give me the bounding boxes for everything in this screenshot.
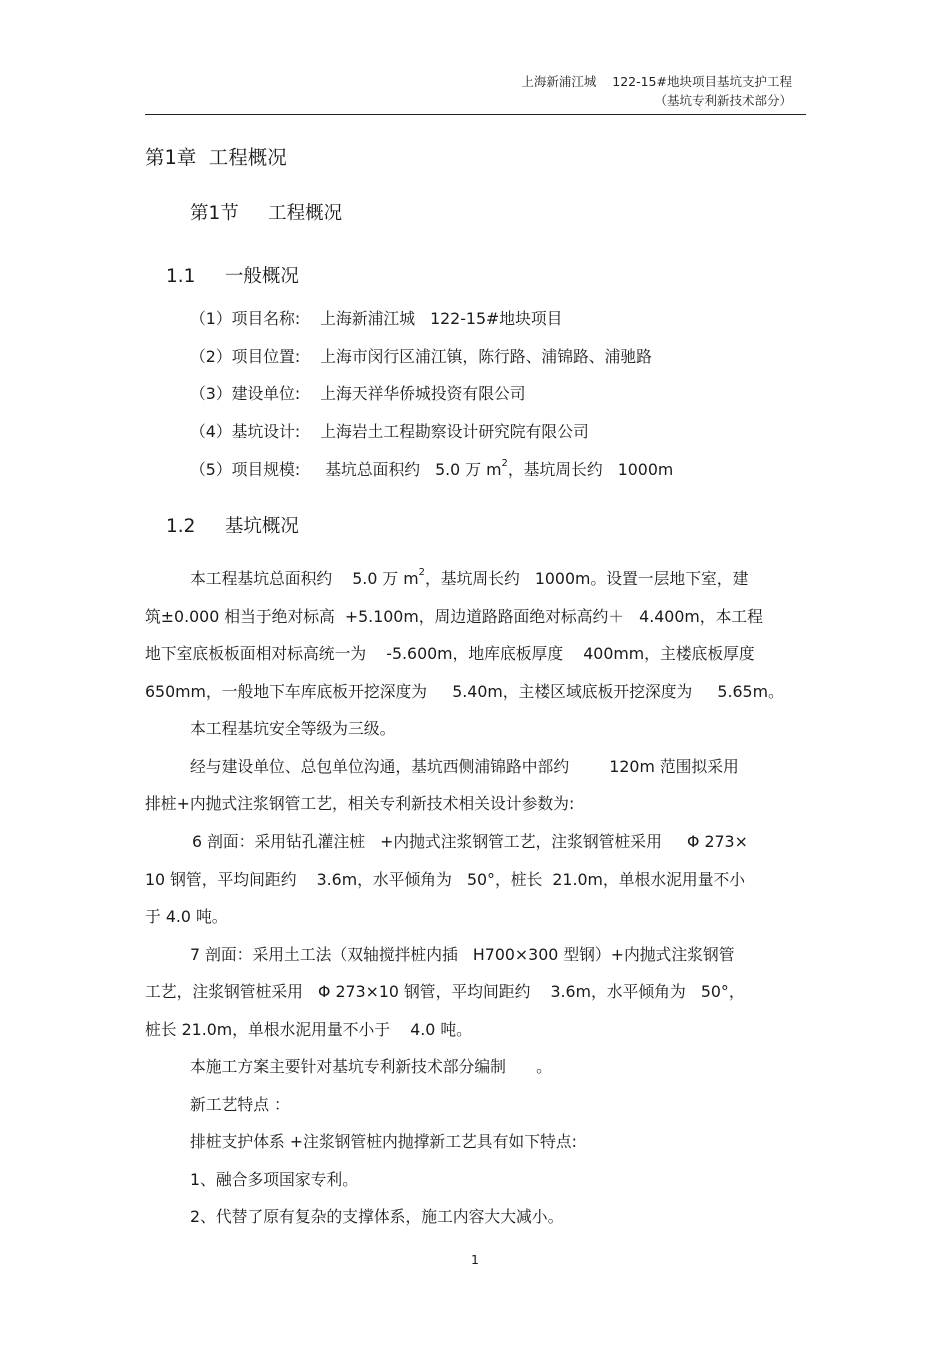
item5-prefix: （5）项目规模: 基坑总面积约 5.0 万 m — [190, 460, 502, 479]
paragraph-line: 本施工方案主要针对基坑专利新技术部分编制 。 — [190, 1057, 552, 1076]
paragraph-line: 650mm，一般地下车库底板开挖深度为 5.40m，主楼区域底板开挖深度为 5.65m。 — [145, 682, 784, 701]
item5-suffix: ，基坑周长约 1000m — [507, 460, 674, 479]
paragraph-line: 地下室底板板面相对标高统一为 -5.600m，地库底板厚度 400mm，主楼底板厚度 — [145, 644, 755, 663]
paragraph-line: 新工艺特点 ： — [190, 1095, 290, 1114]
superscript: 2 — [501, 457, 508, 469]
superscript: 2 — [418, 566, 425, 578]
list-item: （1）项目名称: 上海新浦江城 122-15#地块项目 — [190, 309, 563, 328]
subsection-title-1-2: 1.2 基坑概况 — [166, 516, 299, 537]
paragraph-line: 于 4.0 吨。 — [145, 907, 228, 926]
page-number: 1 — [471, 1252, 479, 1267]
paragraph-line: 排桩支护体系 +注浆钢管桩内抛撑新工艺具有如下特点: — [190, 1132, 577, 1151]
paragraph-line: 桩长 21.0m，单根水泥用量不小于 4.0 吨。 — [145, 1020, 472, 1039]
paragraph-line: 排桩+内抛式注浆钢管工艺，相关专利新技术相关设计参数为: — [145, 794, 575, 813]
paragraph-line: 工艺，注浆钢管桩采用 Φ 273×10 钢管，平均间距约 3.6m，水平倾角为 50°， — [145, 982, 745, 1001]
paragraph-line: 经与建设单位、总包单位沟通，基坑西侧浦锦路中部约 120m 范围拟采用 — [190, 757, 739, 776]
para1-l1-prefix: 本工程基坑总面积约 5.0 万 m — [190, 569, 419, 588]
header-rule — [145, 114, 806, 115]
list-item: 2、代替了原有复杂的支撑体系，施工内容大大减小。 — [190, 1207, 564, 1226]
list-item — [190, 457, 673, 480]
para1-l1-suffix: ，基坑周长约 1000m。设置一层地下室，建 — [424, 569, 749, 588]
section-title: 第1节 工程概况 — [190, 203, 343, 224]
paragraph-line: 6 剖面：采用钻孔灌注桩 +内抛式注浆钢管工艺，注浆钢管桩采用 Φ 273× — [192, 832, 748, 851]
paragraph-line: 10 钢管，平均间距约 3.6m，水平倾角为 50°，桩长 21.0m，单根水泥用量不小 — [145, 870, 746, 889]
paragraph-line: 7 剖面：采用土工法（双轴搅拌桩内插 H700×300 型钢）+内抛式注浆钢管 — [190, 945, 735, 964]
paragraph-line — [190, 566, 748, 589]
paragraph-line: 筑±0.000 相当于绝对标高 +5.100m，周边道路路面绝对标高约＋ 4.400m，本工程 — [145, 607, 763, 626]
running-header-subtitle: （基坑专利新技术部分） — [654, 93, 792, 108]
list-item: （2）项目位置: 上海市闵行区浦江镇，陈行路、浦锦路、浦驰路 — [190, 347, 652, 366]
running-header-title: 上海新浦江城 122-15#地块项目基坑支护工程 — [521, 74, 792, 89]
chapter-title: 第1章 工程概况 — [145, 146, 287, 169]
paragraph-line: 本工程基坑安全等级为三级。 — [190, 719, 396, 738]
subsection-title-1-1: 1.1 一般概况 — [166, 266, 299, 287]
list-item: （3）建设单位: 上海天祥华侨城投资有限公司 — [190, 384, 526, 403]
list-item: （4）基坑设计: 上海岩土工程勘察设计研究院有限公司 — [190, 422, 589, 441]
list-item: 1、融合多项国家专利。 — [190, 1170, 359, 1189]
